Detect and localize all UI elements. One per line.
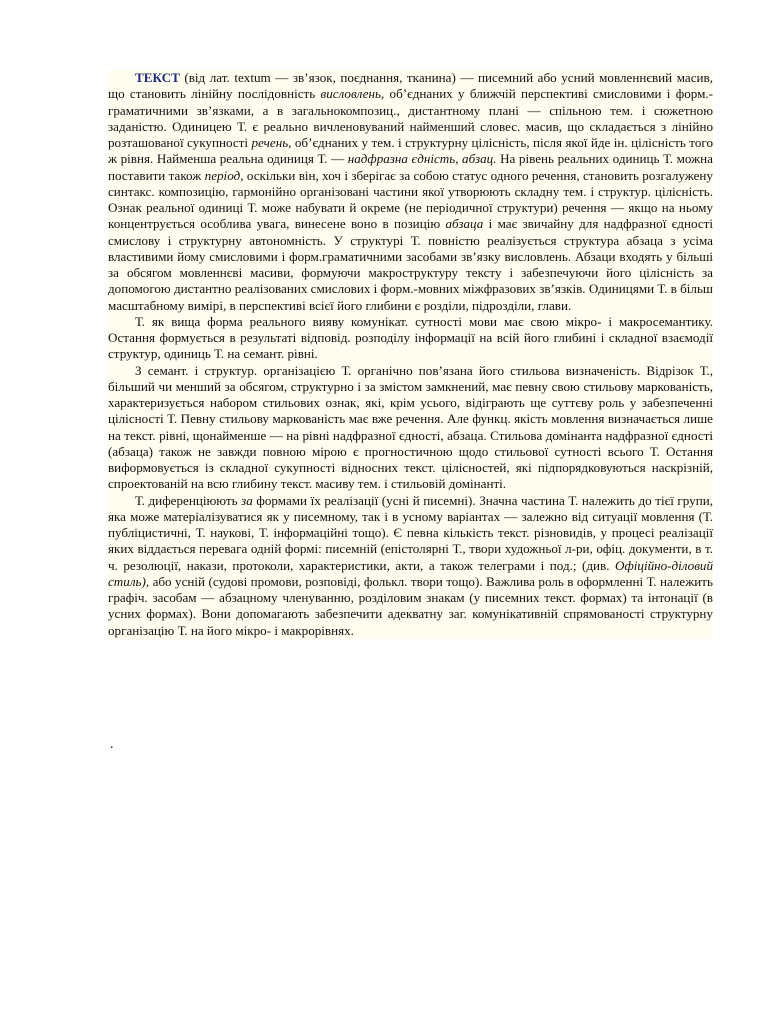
paragraph-definition [108, 70, 713, 314]
trailing-mark: . [110, 737, 114, 752]
paragraph-forms [108, 493, 713, 639]
italic-term: за [241, 492, 253, 508]
encyclopedia-article [108, 70, 713, 639]
text-run: формами їх реалізації (усні й писемні). Значна частина Т. належить до тієї групи, яка може матеріалізуватися як у писемному, так і в усному варіантах — залежно від ситуації мовлення (Т. публіцистичні, Т. наукові, Т. інформаційні тощо). Є певна кількість текст. різновидів, у процесі реалізації яких віддається перевага одній формі: писемній (епістолярні Т., твори художньої л-ри, офіц. документи, в т. ч. резолюції, накази, протоколи, характеристики, акти, а також телеграми і под.; (див. [108, 492, 713, 573]
text-run: На рівень реальних одиниць Т. можна поставити також [108, 151, 713, 183]
text-run: Т. диференціюють [135, 492, 242, 508]
italic-term: надфразна єдність, абзац. [347, 151, 497, 167]
paragraph-style: З семант. і структур. організацією Т. органічно пов’язана його стильова визначеність. Відрізок Т., більший чи менший за обсягом, структурно і за змістом замкнений, має певну свою стильову маркованість, характеризується набором стильових ознак, які, крім усього, відіграють ще суттєву роль у забезпеченні цілісності Т. Певну стильову маркованість має вже речення. Але функц. якість мовлення визначається лише на текст. рівні, щонайменше — на рівні надфразної єдності, абзаца. Стильова домінанта надфразної єдності (абзаца) також не завжди повною мірою є прогностичною щодо стильової сутності всього Т. Остання виформовується із складної сукупності відносних текст. цілісностей, які підпорядковуються наскрізній, спроектованій на всю глибину текст. масиву тем. і стильовій домінанті. [108, 362, 713, 492]
text-run: оскільки він, хоч і зберігає за собою статус одного речення, становить розгалужену синтакс. композицію, гармонійно організовані частини якої утворюють складну тем. і структур. цілісність. Ознак реальної одиниці Т. може набувати й окреме (не періодичної структури) речення — якщо на ньому концентрується особлива увага, винесене воно в позицію [108, 167, 713, 232]
italic-term: висловлень, [320, 86, 385, 102]
italic-term: період, [204, 167, 244, 183]
text-run: об’єднаних у тем. і структурну цілісність, після якої йде ін. цілісність того ж рівня. Найменша реальна одиниця Т. — [108, 135, 713, 167]
italic-term: речень, [251, 135, 292, 150]
text-run: або усній (судові промови, розповіді, фолькл. твори тощо). Важлива роль в оформленні Т. належить графіч. засобам — абзацному членуванню, розділовим знакам (у писемних текст. формах) та інтонації (в усних формах). Вони допомагають забезпечити адекватну заг. комунікативній спрямованості структурну організацію Т. на його мікро- і макрорівнях. [108, 573, 713, 638]
italic-term: Офіційно-діловий стиль), [108, 557, 713, 589]
italic-term: абзаца [445, 216, 484, 232]
headword: ТЕКСТ [135, 70, 180, 85]
text-run: і має звичайну для надфразної єдності смислову і структурну автономність. У структурі Т. повністю реалізується структура абзаца з усіма властивими йому смисловими і форм.граматичними засобами зв’язку висловлень. Абзаци входять у більші за обсягом мовленнєві масиви, формуючи макроструктуру тексту і забезпечуючи його цілісність за допомогою дистантно реалізованих смислових і форм.-мовних міжфразових зв’язків. Одиницями Т. в більш масштабному вимірі, в перспективі всієї його глибини є розділи, підрозділи, глави. [108, 216, 714, 313]
text-run: (від лат. textum — зв’язок, поєднання, тканина) — писемний або усний мовленнєвий масив, що становить лінійну послідовність [108, 70, 713, 102]
paragraph-semantics: Т. як вища форма реального вияву комунікат. сутності мови має свою мікро- і макросемантику. Остання формується в результаті відповід. розподілу інформації на всій його глибині і складної взаємодії структур, одиниць Т. на семант. рівні. [108, 313, 713, 362]
text-run: об’єднаних у ближчій перспективі смисловими і форм.-граматичними зв’язками, а в загальнокомпозиц., дистантному плані — спільною тем. і сюжетною заданістю. Одиницею Т. є реально вичленовуваний найменший словес. масив, що складається з лінійно розташованої сукупності [108, 86, 714, 150]
